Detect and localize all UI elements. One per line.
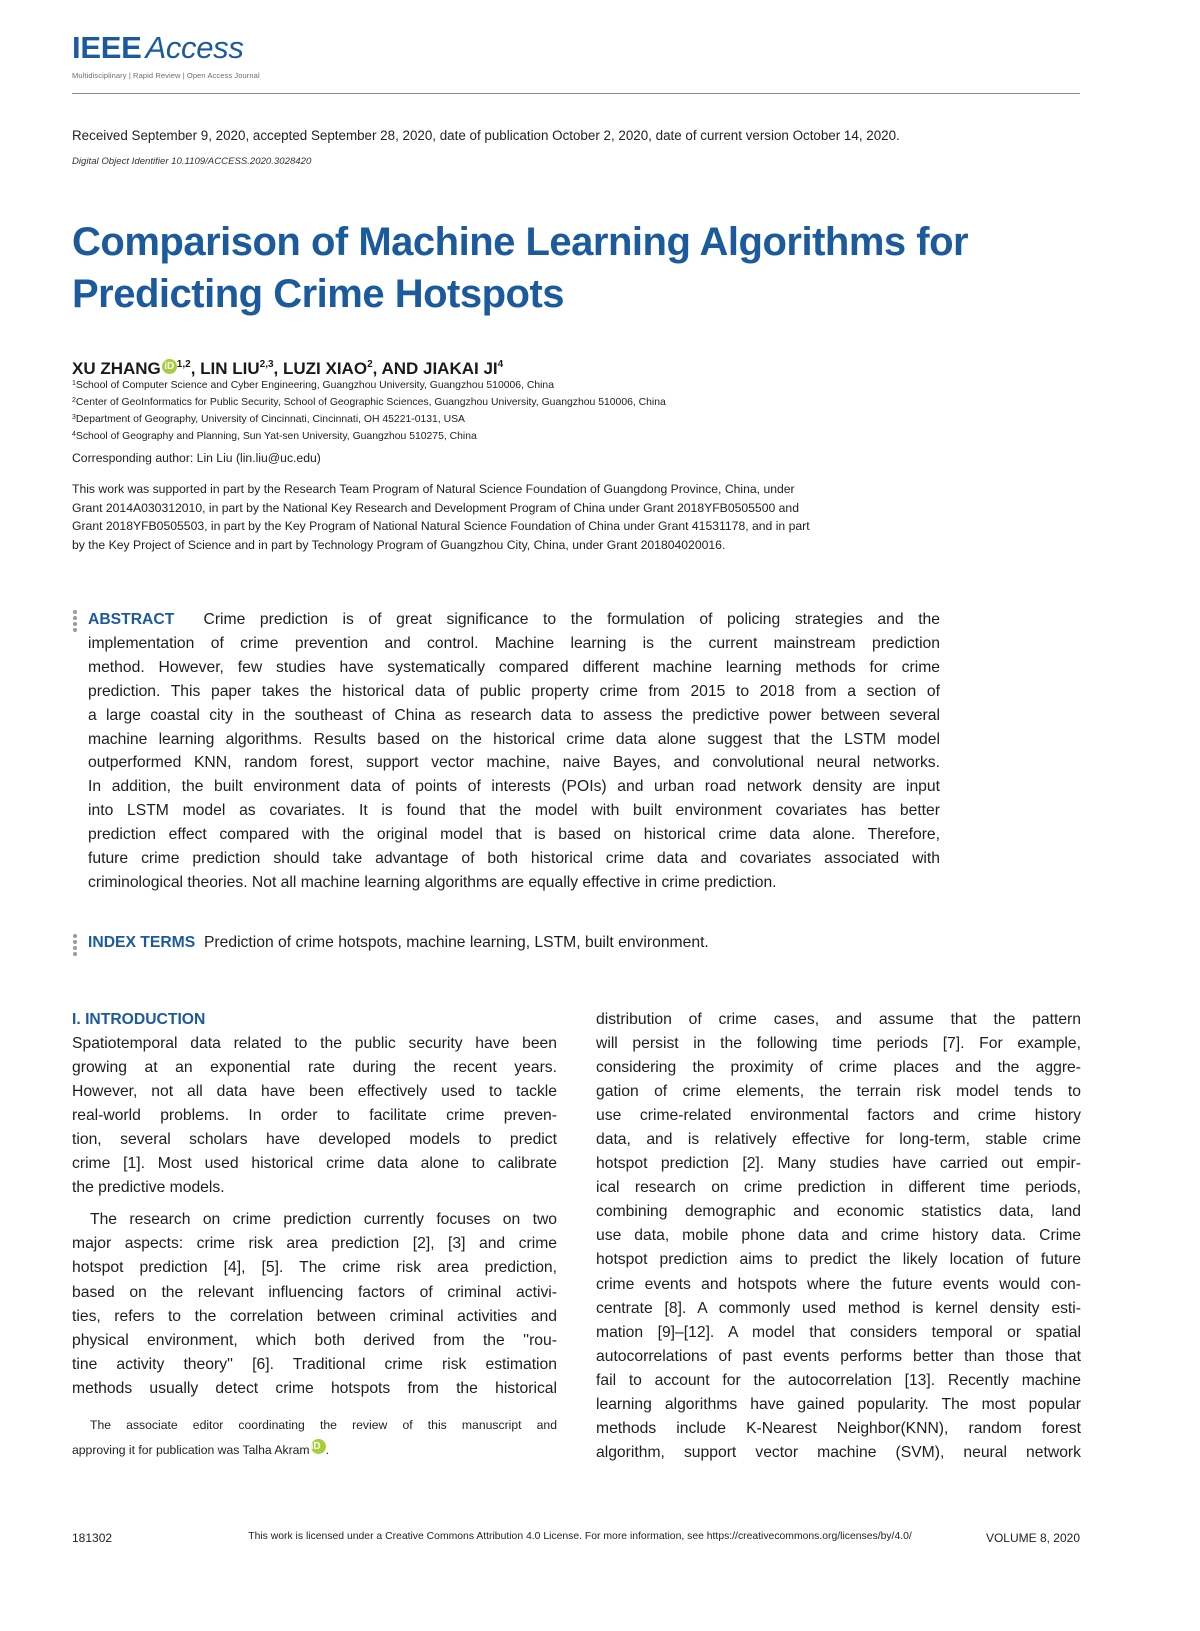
- orcid-icon[interactable]: iD: [311, 1439, 326, 1454]
- affiliation-text: School of Computer Science and Cyber Engineering, Guangzhou University, Guangzhou 510006, China: [75, 380, 554, 391]
- corresponding-author: Corresponding author: Lin Liu (lin.liu@uc.edu): [72, 451, 321, 465]
- body-line: hotspot prediction [4], [5]. The crime risk area prediction,: [72, 1259, 557, 1277]
- body-line: ties, refers to the correlation between criminal activities and: [72, 1307, 557, 1325]
- body-line: However, not all data have been effectively used to tackle: [72, 1083, 557, 1101]
- body-line: distribution of crime cases, and assume that the pattern: [596, 1011, 1081, 1028]
- abstract-line: into LSTM model as covariates. It is found that the model with built environment covariates has better: [88, 802, 940, 820]
- body-line: use crime-related environmental factors and crime history: [596, 1107, 1081, 1125]
- affiliation-number: 1: [72, 380, 76, 387]
- index-terms-marker-icon: [73, 934, 79, 958]
- body-line: crime events and hotspots where the future events would con-: [596, 1275, 1081, 1293]
- author-affil-sup: 2: [367, 359, 373, 370]
- body-line: Spatiotemporal data related to the public security have been: [72, 1035, 557, 1053]
- author-affil-sup: 2,3: [259, 359, 274, 370]
- logo-access: Access: [145, 30, 244, 65]
- body-line: fail to account for the autocorrelation [13]. Recently machine: [596, 1371, 1081, 1389]
- affiliation-2: [72, 394, 666, 409]
- author-4: [381, 359, 503, 378]
- author-separator: ,: [372, 359, 382, 378]
- author-name: XU ZHANG: [72, 359, 161, 378]
- author-3: [283, 359, 381, 378]
- author-2: [200, 359, 283, 378]
- body-line: learning algorithms have gained popularity. The most popular: [596, 1395, 1081, 1413]
- footnote-text: approving it for publication was Talha Akram: [72, 1443, 310, 1457]
- section-heading: I. INTRODUCTION: [72, 1011, 206, 1028]
- body-line: use data, mobile phone data and crime history data. Crime: [596, 1227, 1081, 1245]
- abstract-line: machine learning algorithms. Results based on the historical crime data alone suggest that the LSTM model: [88, 730, 940, 748]
- body-line: physical environment, which both derived from the ''rou-: [72, 1331, 557, 1349]
- affiliation-text: Department of Geography, University of Cincinnati, Cincinnati, OH 45221-0131, USA: [75, 414, 465, 425]
- body-line: based on the relevant influencing factors of criminal activi-: [72, 1283, 557, 1301]
- paper-title: Comparison of Machine Learning Algorithms for Predicting Crime Hotspots: [72, 220, 969, 316]
- body-line: tine activity theory'' [6]. Traditional crime risk estimation: [72, 1355, 557, 1373]
- editor-footnote: [72, 1413, 557, 1463]
- author-name: AND JIAKAI JI: [381, 359, 498, 378]
- received-dates: Received September 9, 2020, accepted September 28, 2020, date of publication October 2, 2020, date of current version October 14, 2020.: [72, 128, 900, 143]
- body-line: tion, several scholars have developed models to predict: [72, 1131, 557, 1149]
- logo-ieee: IEEE: [72, 30, 142, 65]
- logo-tagline: Multidisciplinary | Rapid Review | Open Access Journal: [72, 71, 260, 80]
- body-line: major aspects: crime risk area prediction [2], [3] and crime: [72, 1235, 557, 1253]
- body-line: data, and is relatively effective for long-term, stable crime: [596, 1131, 1081, 1149]
- body-line: methods include K-Nearest Neighbor(KNN), random forest: [596, 1419, 1081, 1437]
- abstract-line: In addition, the built environment data of points of interests (POIs) and urban road network density are input: [88, 778, 940, 796]
- body-line: methods usually detect crime hotspots from the historical: [72, 1379, 557, 1397]
- affiliation-number: 2: [72, 397, 76, 404]
- affiliation-number: 4: [72, 431, 76, 438]
- body-line: will persist in the following time periods [7]. For example,: [596, 1035, 1081, 1053]
- body-line: the predictive models.: [72, 1179, 225, 1197]
- body-column-left: [72, 1008, 557, 1401]
- funding-statement: [72, 480, 932, 555]
- abstract-line: prediction. This paper takes the historical data of public property crime from 2015 to 2018 from a section of: [88, 682, 940, 700]
- body-line: growing at an exponential rate during the recent years.: [72, 1059, 557, 1077]
- author-name: LUZI XIAO: [283, 359, 368, 378]
- logo-wordmark: [72, 32, 272, 64]
- body-line: The research on crime prediction currently focuses on two: [90, 1211, 557, 1229]
- affiliation-number: 3: [72, 414, 76, 421]
- author-affil-sup: 1,2: [176, 359, 191, 370]
- body-line: ical research on crime prediction in different time periods,: [596, 1179, 1081, 1197]
- abstract-line: prediction effect compared with the original model that is based on historical crime data alone. Therefore,: [88, 826, 940, 844]
- author-1: [72, 359, 200, 378]
- body-line: autocorrelations of past events performs better than those that: [596, 1347, 1081, 1365]
- abstract-line: future crime prediction should take advantage of both historical crime data and covariates associated with: [88, 850, 940, 868]
- index-terms-label: INDEX TERMS: [88, 934, 196, 951]
- author-affil-sup: 4: [497, 359, 504, 370]
- footnote-line: The associate editor coordinating the review of this manuscript and: [90, 1418, 557, 1432]
- index-terms-text: Prediction of crime hotspots, machine learning, LSTM, built environment.: [203, 934, 709, 951]
- affiliation-1: [72, 377, 554, 392]
- abstract-line: criminological theories. Not all machine learning algorithms are equally effective in crime prediction.: [88, 873, 777, 891]
- body-line: gation of crime elements, the terrain risk model tends to: [596, 1083, 1081, 1101]
- funding-line: This work was supported in part by the Research Team Program of Natural Science Foundation of Guangdong Province, China, under: [72, 482, 795, 496]
- affiliation-text: Center of GeoInformatics for Public Security, School of Geographic Sciences, Guangzhou University, Guangzhou 510006, China: [75, 397, 666, 408]
- body-line: combining demographic and economic statistics data, land: [596, 1203, 1081, 1221]
- footnote-line: [72, 1438, 557, 1463]
- affiliation-3: [72, 411, 465, 426]
- body-line: crime [1]. Most used historical crime data alone to calibrate: [72, 1155, 557, 1173]
- license-notice[interactable]: This work is licensed under a Creative Commons Attribution 4.0 License. For more information, see https://creativecommons.org/licenses/by/4.0/: [248, 1531, 912, 1542]
- ieee-access-logo: [72, 32, 272, 84]
- volume-label: VOLUME 8, 2020: [985, 1531, 1080, 1545]
- body-line: real-world problems. In order to facilitate crime preven-: [72, 1107, 557, 1125]
- body-line: hotspot prediction [2]. Many studies have carried out empir-: [596, 1155, 1081, 1173]
- body-line: hotspot prediction aims to predict the likely location of future: [596, 1251, 1081, 1269]
- abstract: [88, 608, 940, 895]
- funding-line: by the Key Project of Science and in part by Technology Program of Guangzhou City, China, under Grant 201804020016.: [72, 538, 726, 553]
- body-line: centrate [8]. A commonly used method is kernel density esti-: [596, 1299, 1081, 1317]
- abstract-line: method. However, few studies have systematically compared different machine learning methods for crime: [88, 658, 940, 676]
- author-separator: ,: [190, 359, 201, 378]
- footnote-end: .: [325, 1443, 329, 1457]
- author-list: [72, 355, 1082, 379]
- author-name: LIN LIU: [200, 359, 260, 378]
- body-line: considering the proximity of crime places and the aggre-: [596, 1059, 1081, 1077]
- affiliation-text: School of Geography and Planning, Sun Yat-sen University, Guangzhou 510275, China: [75, 431, 477, 442]
- affiliation-4: [72, 428, 477, 443]
- author-separator: ,: [273, 359, 283, 378]
- doi-line: Digital Object Identifier 10.1109/ACCESS.2020.3028420: [72, 156, 312, 167]
- funding-line: Grant 2018YFB0505503, in part by the Key Program of National Natural Science Foundation of China under Grant 41531178, and in part: [72, 519, 810, 534]
- header-divider: [72, 93, 1080, 94]
- page-number: 181302: [72, 1531, 113, 1545]
- body-line: mation [9]–[12]. A model that considers temporal or spatial: [596, 1323, 1081, 1341]
- abstract-line: implementation of crime prevention and control. Machine learning is the current mainstream prediction: [88, 634, 940, 652]
- abstract-label: ABSTRACT: [88, 611, 175, 628]
- abstract-marker-icon: [73, 610, 79, 634]
- funding-line: Grant 2014A030312010, in part by the National Key Research and Development Program of China under Grant 2018YFB0505500 and: [72, 500, 799, 515]
- orcid-icon[interactable]: iD: [162, 359, 177, 374]
- body-line: algorithm, support vector machine (SVM), neural network: [596, 1443, 1081, 1461]
- abstract-line: a large coastal city in the southeast of China as research data to assess the predictive power between several: [88, 706, 940, 724]
- body-column-right: [596, 1008, 1081, 1465]
- abstract-first-text: Crime prediction is of great significance to the formulation of policing strategies and the: [203, 611, 941, 628]
- abstract-line: [88, 608, 940, 632]
- index-terms: [88, 931, 988, 954]
- abstract-line: outperformed KNN, random forest, support vector machine, naive Bayes, and convolutional neural networks.: [88, 754, 940, 772]
